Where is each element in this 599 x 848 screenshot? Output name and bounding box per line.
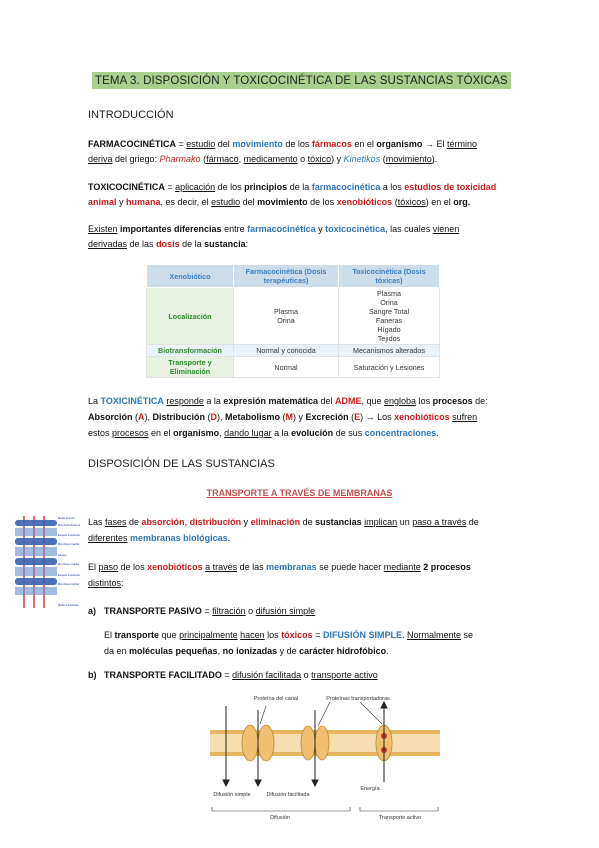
- figure-label: Espacio Intersticial: [58, 534, 80, 537]
- txt: paso a través: [412, 517, 467, 527]
- adme-paragraph: [88, 393, 518, 441]
- txt: Kinetikos: [343, 154, 381, 164]
- table-cell: Normal: [234, 357, 339, 378]
- table-cell: Mecanismos alterados: [339, 345, 440, 357]
- callout-line: [260, 706, 266, 724]
- txt: =: [221, 670, 233, 680]
- transporte-subheading: TRANSPORTE A TRAVÉS DE MEMBRANAS: [206, 488, 393, 498]
- txt: de las: [237, 562, 267, 572]
- comparison-table: [146, 264, 440, 378]
- membrane-band: [15, 538, 57, 545]
- txt: Metabolismo: [225, 412, 281, 422]
- txt: estudios de toxicidad: [404, 182, 497, 192]
- txt: medicamento: [243, 154, 298, 164]
- txt: =: [201, 606, 213, 616]
- txt: → El: [422, 139, 447, 149]
- diagram-label: Difusión: [270, 815, 290, 821]
- txt: tóxico: [307, 154, 332, 164]
- txt: moléculas pequeñas: [129, 646, 218, 656]
- txt: de los: [307, 197, 337, 207]
- txt: estudio: [186, 139, 216, 149]
- protein-part: [315, 726, 329, 760]
- transporte-pasivo: [104, 604, 518, 619]
- membrane-fill: [15, 547, 57, 556]
- cell-line: Plasma: [377, 289, 401, 298]
- txt: entre: [221, 224, 248, 234]
- txt: .: [436, 428, 439, 438]
- txt: o: [301, 670, 312, 680]
- txt: hacen: [240, 630, 265, 640]
- txt: del griego:: [112, 154, 160, 164]
- txt: de las: [127, 239, 157, 249]
- txt: org.: [453, 197, 471, 207]
- txt: .: [401, 630, 407, 640]
- txt: de: [126, 517, 142, 527]
- txt: Absorción: [88, 412, 133, 422]
- table-header-row: [147, 265, 440, 288]
- arrowhead: [223, 780, 229, 786]
- txt: a través: [205, 562, 238, 572]
- txt: sustancias: [315, 517, 362, 527]
- disposicion-heading: DISPOSICIÓN DE LAS SUSTANCIAS: [88, 458, 275, 470]
- arrowhead: [381, 702, 387, 708]
- txt: membranas: [266, 562, 317, 572]
- txt: =: [176, 139, 187, 149]
- txt: paso: [98, 562, 119, 572]
- txt: E: [354, 412, 361, 422]
- txt: Existen: [88, 224, 118, 234]
- txt: absorción: [141, 517, 185, 527]
- page-title: TEMA 3. DISPOSICIÓN Y TOXICOCINÉTICA DE LAS SUSTANCIAS TÓXICAS: [92, 72, 511, 89]
- txt: El: [88, 562, 99, 572]
- marker: b): [88, 670, 97, 680]
- txt: carácter hidrofóbico: [299, 646, 387, 656]
- txt: organismo: [376, 139, 423, 149]
- txt: a la: [203, 396, 224, 406]
- txt: filtración: [212, 606, 246, 616]
- txt: Las: [88, 517, 106, 527]
- txt: mediante: [383, 562, 421, 572]
- txt: de:: [472, 396, 488, 406]
- txt: TRANSPORTE FACILITADO: [104, 670, 222, 680]
- marker: a): [88, 606, 97, 616]
- protein-left: [242, 725, 258, 761]
- intro-paragraph-toxicocinetica: [88, 180, 516, 210]
- txt: ADME: [334, 396, 362, 406]
- txt: movimiento: [257, 197, 308, 207]
- table-cell: Normal y conocida: [234, 345, 339, 357]
- cell-line: Orina: [277, 316, 295, 325]
- txt: (: [132, 412, 139, 422]
- txt: Distribución: [152, 412, 206, 422]
- txt: movimiento: [385, 154, 432, 164]
- figure-label: Membrana Capilar: [58, 563, 80, 566]
- txt: :: [245, 239, 249, 249]
- txt: ,: [217, 646, 223, 656]
- txt: , es decir, el: [160, 197, 212, 207]
- txt: farmacocinética: [247, 224, 316, 234]
- diagram-label: Transporte activo: [378, 815, 422, 821]
- figure-label: Membrana Capilar: [58, 543, 80, 546]
- txt: ) → Los: [360, 412, 395, 422]
- txt: ,: [184, 517, 190, 527]
- txt: DIFUSIÓN SIMPLE: [322, 630, 402, 640]
- txt: implican: [364, 517, 398, 527]
- txt: y: [116, 197, 127, 207]
- table-row-label: Biotransformación: [147, 345, 234, 357]
- txt: (: [380, 154, 386, 164]
- txt: los: [264, 630, 282, 640]
- txt: importantes diferencias: [120, 224, 222, 234]
- txt: se: [461, 630, 474, 640]
- cell-line: Tejidos: [377, 334, 401, 343]
- txt: evolución: [291, 428, 334, 438]
- txt: dando lugar: [224, 428, 272, 438]
- txt: difusión facilitada: [232, 670, 302, 680]
- table-header: Toxicocinética (Dosis tóxicas): [339, 265, 440, 288]
- txt: :: [121, 578, 124, 588]
- txt: eliminación: [250, 517, 301, 527]
- txt: TRANSPORTE PASIVO: [104, 606, 202, 616]
- txt: Normalmente: [406, 630, 461, 640]
- txt: ).: [431, 154, 438, 164]
- txt: expresión matemática: [223, 396, 318, 406]
- table-cell: [339, 288, 440, 345]
- txt: A: [138, 412, 145, 422]
- txt: o: [297, 154, 308, 164]
- txt: estos: [88, 428, 113, 438]
- txt: toxicocinética: [325, 224, 386, 234]
- txt: del: [240, 197, 258, 207]
- txt: tóxicos: [281, 630, 313, 640]
- diagram-label: Difusión simple: [213, 792, 251, 798]
- txt: procesos: [432, 396, 473, 406]
- cell-line: Hígado: [377, 325, 401, 334]
- txt: xenobióticos: [394, 412, 450, 422]
- txt: los: [416, 396, 433, 406]
- txt: fármaco: [206, 154, 239, 164]
- cell-line: Sangre Total: [368, 307, 410, 316]
- membrane-band: [15, 520, 57, 526]
- txt: distintos: [88, 578, 122, 588]
- txt: humana: [126, 197, 161, 207]
- txt: que: [159, 630, 180, 640]
- table-cell: [234, 288, 339, 345]
- intro-paragraph-farmacocinetica: [88, 137, 516, 167]
- membrane-band: [15, 558, 57, 565]
- txt: de la: [287, 182, 312, 192]
- protein-right: [258, 725, 274, 761]
- term: FARMACOCINÉTICA: [88, 139, 176, 149]
- table-row: [147, 357, 440, 378]
- txt: movimiento: [232, 139, 283, 149]
- term: TOXICOCINÉTICA: [88, 182, 165, 192]
- txt: animal: [88, 197, 117, 207]
- fases-paragraph: [88, 514, 518, 546]
- txt: un: [397, 517, 413, 527]
- item-b-marker: [88, 668, 97, 683]
- bracket-activo: [360, 807, 438, 811]
- paso-paragraph: [88, 559, 518, 591]
- membrane-band: [15, 578, 57, 585]
- diagram-label: Proteínas transportadoras: [326, 696, 390, 702]
- membrane-layers-figure: [12, 514, 84, 610]
- txt: término: [446, 139, 477, 149]
- diagram-label: Energía: [360, 786, 380, 792]
- txt: procesos: [112, 428, 149, 438]
- txt: en el: [351, 139, 377, 149]
- txt: organismo: [173, 428, 220, 438]
- txt: fármacos: [311, 139, 352, 149]
- callout-line: [318, 702, 330, 726]
- txt: =: [312, 630, 323, 640]
- txt: .: [386, 646, 389, 656]
- membrane-fill: [15, 567, 57, 576]
- txt: da en: [104, 646, 130, 656]
- figure-label: Espacio Intersticial: [58, 574, 80, 577]
- txt: no ionizadas: [222, 646, 278, 656]
- txt: responde: [166, 396, 204, 406]
- arrowhead: [312, 780, 318, 786]
- txt: (: [280, 412, 286, 422]
- txt: vienen: [432, 224, 460, 234]
- txt: , las cuales: [385, 224, 433, 234]
- txt: de sus: [333, 428, 365, 438]
- txt: y: [241, 517, 251, 527]
- txt: principios: [244, 182, 288, 192]
- txt: de: [466, 517, 479, 527]
- txt: dosis: [156, 239, 180, 249]
- bracket-difusion: [212, 807, 350, 811]
- txt: M: [285, 412, 294, 422]
- table-row-label: Transporte y Eliminación: [147, 357, 234, 378]
- difusion-simple-paragraph: [104, 627, 518, 659]
- txt: Excreción: [305, 412, 349, 422]
- figure-label: Membrana Externa: [58, 524, 81, 527]
- txt: membranas biológicas: [130, 533, 228, 543]
- diagram-label: Difusión facilitada: [266, 792, 310, 798]
- txt: del: [317, 396, 335, 406]
- txt: ),: [144, 412, 153, 422]
- transporte-facilitado: [104, 668, 518, 683]
- txt: aplicación: [175, 182, 216, 192]
- txt: a los: [380, 182, 405, 192]
- item-a-marker: [88, 604, 96, 619]
- txt: de los: [215, 182, 245, 192]
- txt: diferentes: [88, 533, 128, 543]
- table-row: [147, 288, 440, 345]
- membrane-fill: [15, 587, 57, 595]
- figure-label: Sangre: [58, 554, 67, 557]
- txt: (: [200, 154, 207, 164]
- txt: La: [88, 396, 101, 406]
- txt: farmacocinética: [311, 182, 381, 192]
- txt: de la: [179, 239, 205, 249]
- table-header: Farmacocinética (Dosis terapéuticas): [234, 265, 339, 288]
- txt: xenobióticos: [336, 197, 393, 207]
- txt: de los: [282, 139, 312, 149]
- table-row: [147, 345, 440, 357]
- cell-line: Faneras: [375, 316, 403, 325]
- txt: (: [205, 412, 211, 422]
- txt: a la: [271, 428, 292, 438]
- txt: (: [348, 412, 355, 422]
- protein-part: [301, 726, 315, 760]
- txt: ,: [219, 428, 225, 438]
- txt: .: [227, 533, 231, 543]
- txt: de: [300, 517, 316, 527]
- txt: transporte activo: [311, 670, 378, 680]
- txt: y de: [277, 646, 300, 656]
- figure-label: Membrana Celular: [58, 583, 80, 586]
- txt: El: [104, 630, 115, 640]
- txt: , que: [361, 396, 385, 406]
- intro-heading: INTRODUCCIÓN: [88, 109, 174, 121]
- figure-label: Medio Intracelular: [58, 604, 79, 607]
- txt: distribución: [189, 517, 242, 527]
- txt: ) en el: [425, 197, 454, 207]
- txt: sustancia: [204, 239, 246, 249]
- txt: principalmente: [179, 630, 238, 640]
- txt: o: [245, 606, 256, 616]
- figure-label: Medio Exterior: [58, 517, 75, 520]
- txt: concentraciones: [364, 428, 437, 438]
- txt: ) y: [293, 412, 306, 422]
- membrane-fill: [15, 528, 57, 536]
- txt: transporte: [114, 630, 160, 640]
- arrowhead: [255, 780, 261, 786]
- txt: ),: [217, 412, 226, 422]
- txt: 2 procesos: [423, 562, 471, 572]
- table-header: Xenobiótico: [147, 265, 234, 288]
- cell-line: Plasma: [274, 307, 298, 316]
- table-cell: Saturación y Lesiones: [339, 357, 440, 378]
- txt: derivadas: [88, 239, 128, 249]
- diagram-label: Proteína del canal: [253, 696, 299, 702]
- cell-line: Orina: [380, 298, 398, 307]
- txt: se puede hacer: [316, 562, 384, 572]
- txt: del: [215, 139, 233, 149]
- txt: xenobióticos: [147, 562, 203, 572]
- txt: =: [164, 182, 176, 192]
- txt: D: [210, 412, 218, 422]
- txt: difusión simple: [255, 606, 316, 616]
- txt: de los: [118, 562, 148, 572]
- txt: estudio: [211, 197, 241, 207]
- intro-paragraph-diferencias: [88, 222, 516, 252]
- txt: Pharmako: [159, 154, 201, 164]
- table-row-label: Localización: [147, 288, 234, 345]
- txt: engloba: [384, 396, 417, 406]
- txt: ,: [238, 154, 244, 164]
- txt: fases: [105, 517, 127, 527]
- txt: tóxicos: [397, 197, 426, 207]
- txt: y: [315, 224, 326, 234]
- txt: ) y: [331, 154, 344, 164]
- callout-line: [360, 702, 382, 724]
- txt: sufren: [452, 412, 478, 422]
- txt: (: [392, 197, 398, 207]
- txt: en el: [148, 428, 174, 438]
- txt: TOXICINÉTICA: [100, 396, 164, 406]
- txt: deriva: [88, 154, 113, 164]
- membrane-transport-diagram: [210, 692, 440, 822]
